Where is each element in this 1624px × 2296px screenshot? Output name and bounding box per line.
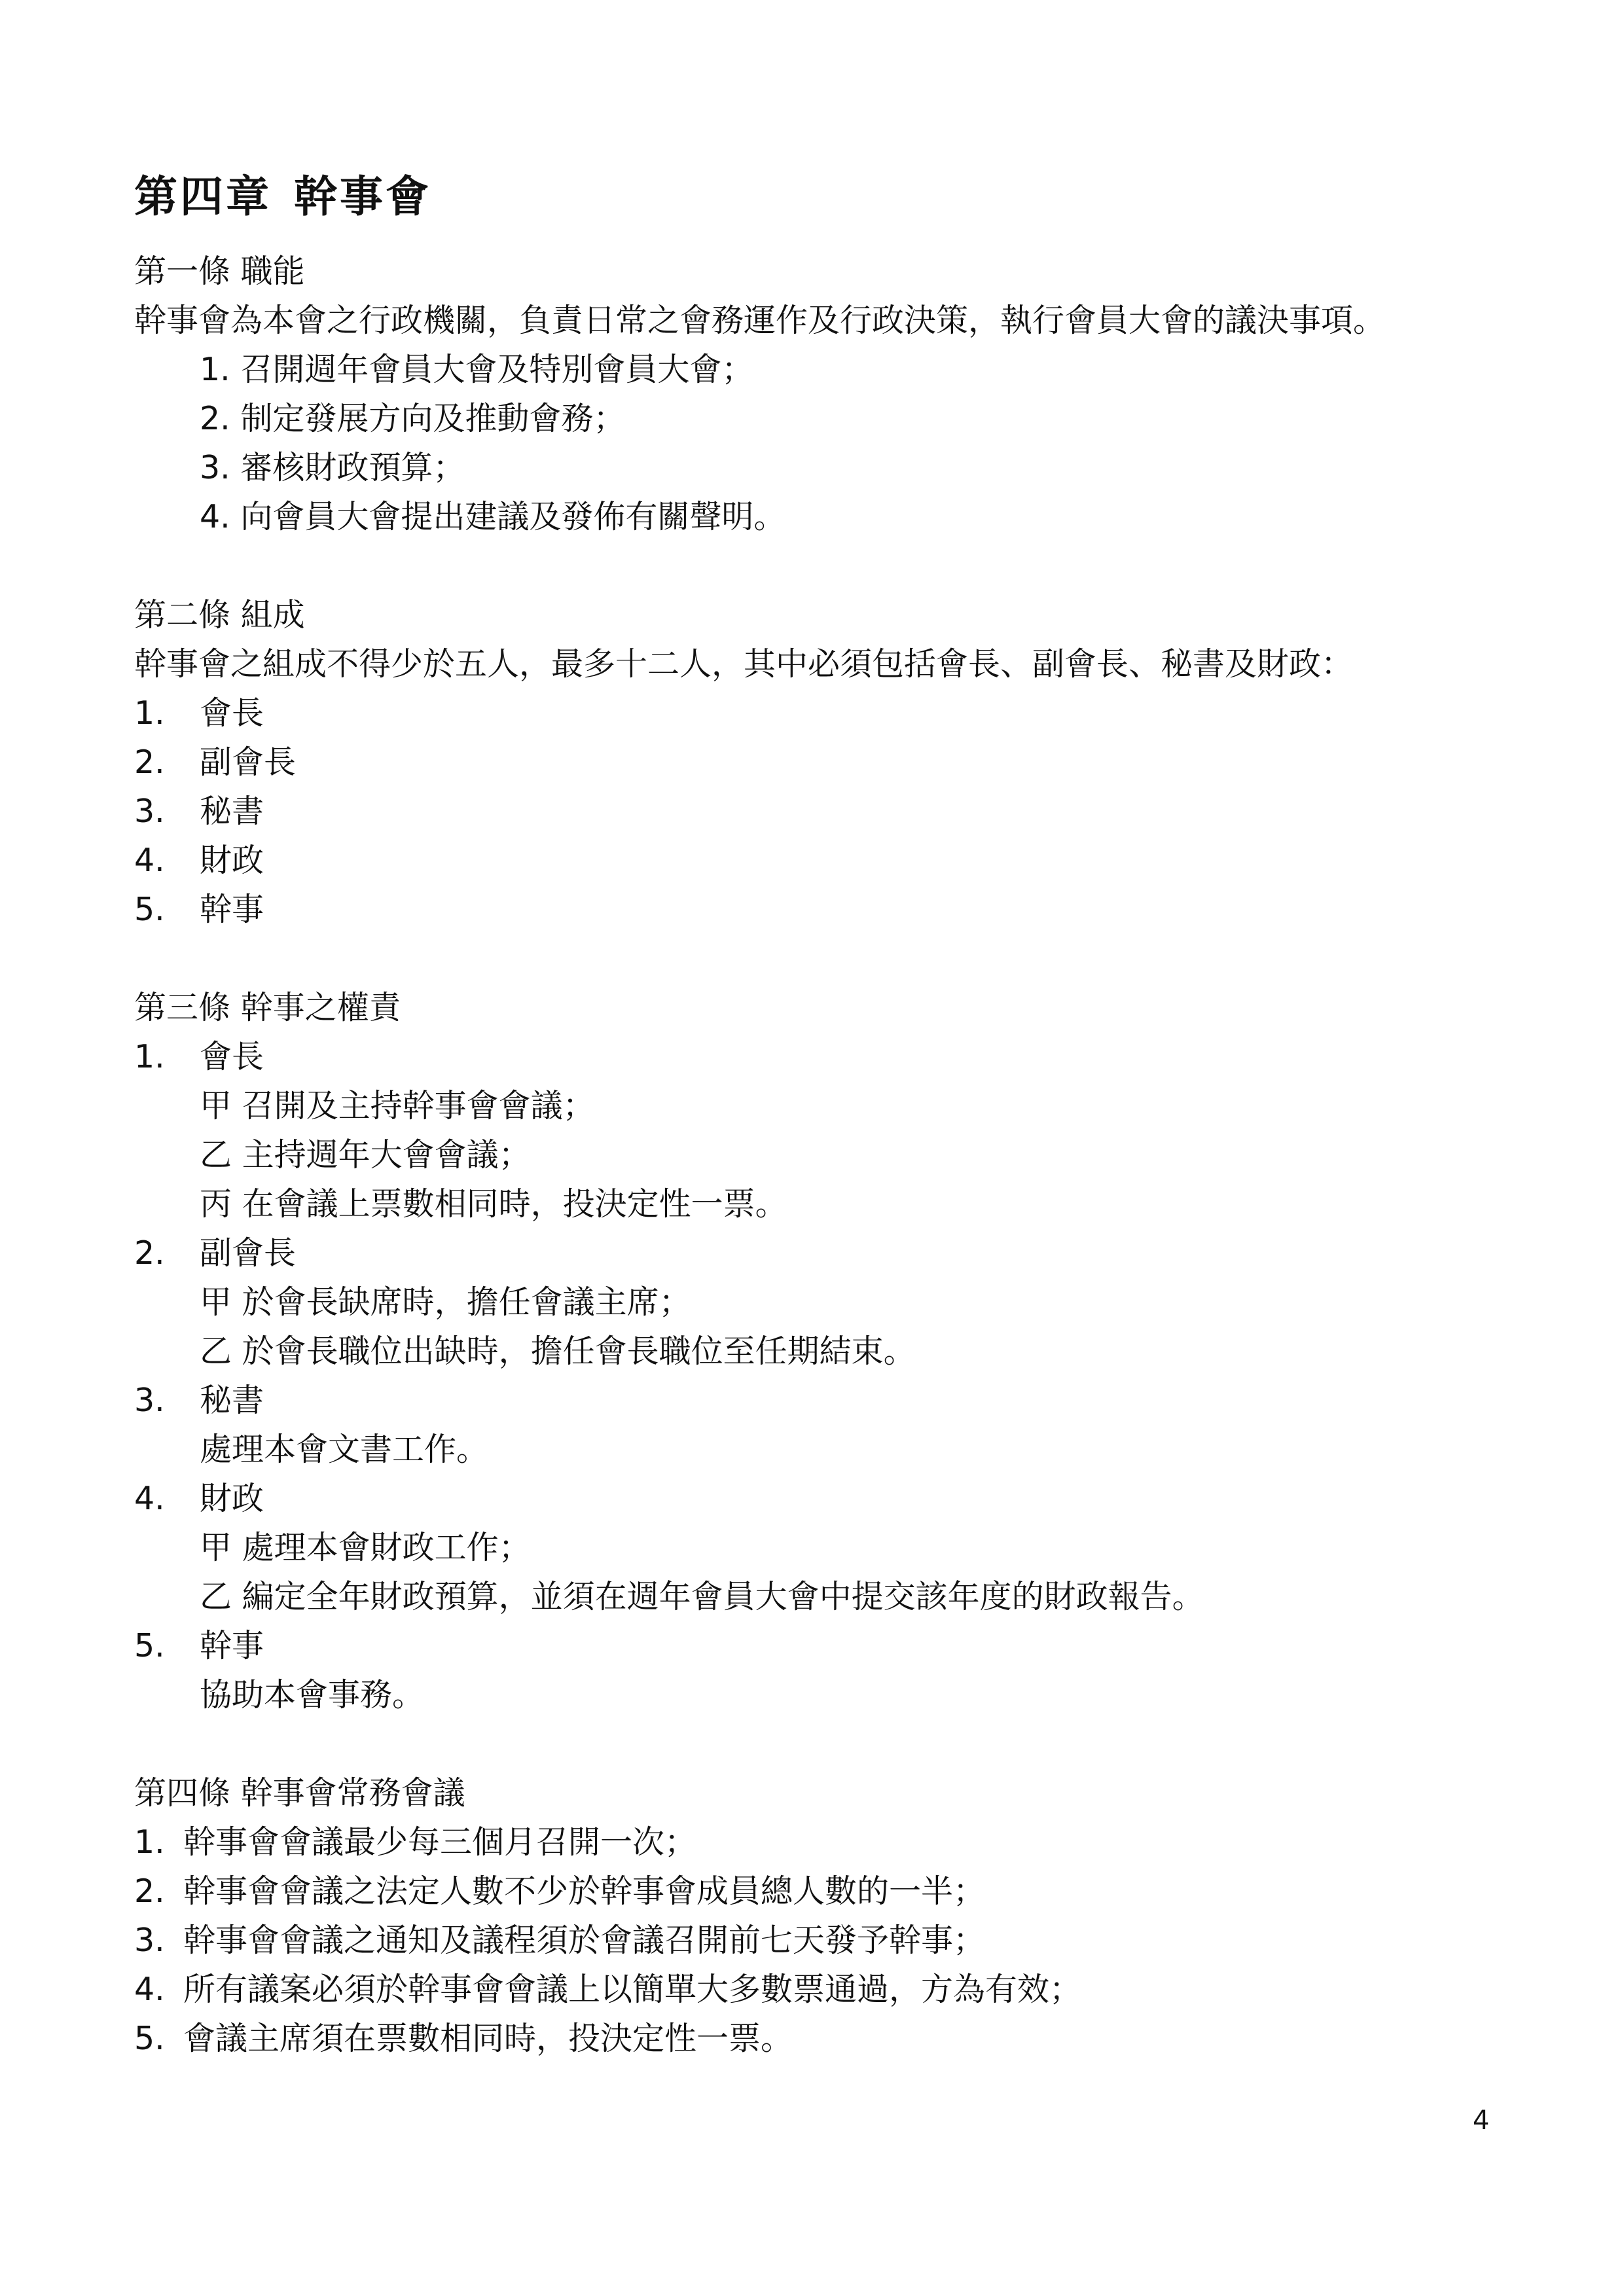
role-duty: 乙 於會長職位出缺時，擔任會長職位至任期結束。 xyxy=(200,1333,916,1370)
role-number: 4. xyxy=(134,1480,165,1517)
item-text: 副會長 xyxy=(200,744,297,781)
item-number: 4. xyxy=(134,1971,165,2008)
item-text: 幹事 xyxy=(200,891,264,928)
item-number: 3. xyxy=(200,449,230,486)
item-text: 會議主席須在票數相同時，投決定性一票。 xyxy=(183,2020,793,2057)
article-1-item xyxy=(200,494,785,540)
item-number: 4. xyxy=(134,842,165,879)
article-1-item xyxy=(200,396,625,442)
item-text: 所有議案必須於幹事會會議上以簡單大多數票通過，方為有效； xyxy=(183,1971,1082,2008)
item-number: 2. xyxy=(200,400,230,437)
item-text: 幹事會會議之通知及議程須於會議召開前七天發予幹事； xyxy=(183,1922,986,1959)
item-text: 審核財政預算； xyxy=(240,449,465,486)
item-text: 召開週年會員大會及特別會員大會； xyxy=(240,351,754,388)
role-duty: 甲 處理本會財政工作； xyxy=(200,1529,531,1566)
item-number: 3. xyxy=(134,793,165,830)
article-1-item xyxy=(200,347,753,393)
role-duty: 協助本會事務。 xyxy=(200,1676,425,1713)
item-text: 制定發展方向及推動會務； xyxy=(240,400,626,437)
role-number: 2. xyxy=(134,1234,165,1272)
item-text: 會長 xyxy=(200,694,264,732)
role-title: 幹事 xyxy=(200,1627,264,1664)
item-number: 5. xyxy=(134,891,165,928)
item-number: 2. xyxy=(134,744,165,781)
item-number: 1. xyxy=(134,694,165,732)
article-2-intro: 幹事會之組成不得少於五人，最多十二人，其中必須包括會長、副會長、秘書及財政： xyxy=(134,645,1354,683)
role-title: 財政 xyxy=(200,1480,264,1517)
role-title: 秘書 xyxy=(200,1382,264,1419)
article-1-item xyxy=(200,445,465,491)
role-number: 3. xyxy=(134,1382,165,1419)
item-text: 向會員大會提出建議及發佈有關聲明。 xyxy=(240,498,786,535)
role-number: 5. xyxy=(134,1627,165,1664)
article-3-heading: 第三條 幹事之權責 xyxy=(134,989,401,1026)
role-duty: 甲 召開及主持幹事會會議； xyxy=(200,1087,595,1124)
item-number: 1. xyxy=(200,351,230,388)
role-title: 會長 xyxy=(200,1038,264,1075)
chapter-name: 幹事會 xyxy=(294,171,431,222)
role-duty: 處理本會文書工作。 xyxy=(200,1431,489,1468)
page-number: 4 xyxy=(1473,2106,1490,2136)
item-number: 2. xyxy=(134,1873,165,1910)
chapter-number: 第四章 xyxy=(134,171,272,222)
role-title: 副會長 xyxy=(200,1234,297,1272)
role-duty: 乙 編定全年財政預算，並須在週年會員大會中提交該年度的財政報告。 xyxy=(200,1578,1204,1615)
role-duty: 乙 主持週年大會會議； xyxy=(200,1136,531,1174)
chapter-title xyxy=(134,167,431,226)
item-text: 幹事會會議最少每三個月召開一次； xyxy=(183,1823,697,1861)
article-1-intro: 幹事會為本會之行政機關，負責日常之會務運作及行政決策，執行會員大會的議決事項。 xyxy=(134,302,1386,339)
item-number: 3. xyxy=(134,1922,165,1959)
role-duty: 丙 在會議上票數相同時，投決定性一票。 xyxy=(200,1185,787,1223)
role-number: 1. xyxy=(134,1038,165,1075)
article-2-heading: 第二條 組成 xyxy=(134,596,305,634)
item-text: 財政 xyxy=(200,842,264,879)
item-number: 5. xyxy=(134,2020,165,2057)
item-text: 秘書 xyxy=(200,793,264,830)
item-number: 1. xyxy=(134,1823,165,1861)
item-text: 幹事會會議之法定人數不少於幹事會成員總人數的一半； xyxy=(183,1873,986,1910)
article-1-heading: 第一條 職能 xyxy=(134,253,305,290)
article-4-heading: 第四條 幹事會常務會議 xyxy=(134,1774,465,1812)
item-number: 4. xyxy=(200,498,230,535)
role-duty: 甲 於會長缺席時，擔任會議主席； xyxy=(200,1283,691,1321)
